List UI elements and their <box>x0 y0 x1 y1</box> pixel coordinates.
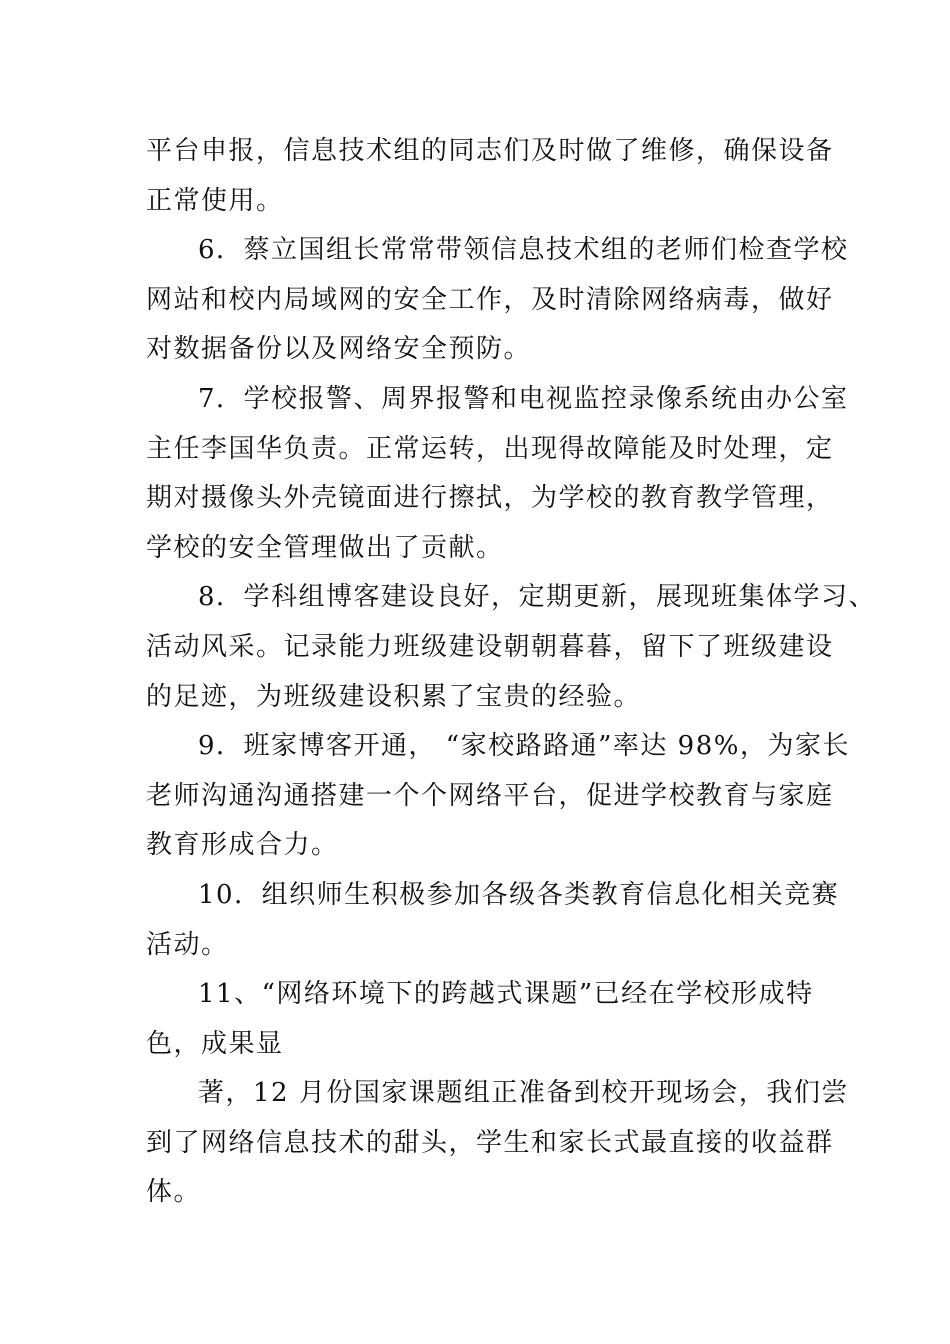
text-line: 活动。 <box>146 929 229 960</box>
paragraph-start-line: 11、“网络环境下的跨越式课题”已经在学校形成特 <box>198 979 814 1010</box>
text-line: 的足迹，为班级建设积累了宝贵的经验。 <box>146 681 642 712</box>
paragraph-start-line: 8．学科组博客建设良好，定期更新，展现班集体学习、 <box>198 582 877 613</box>
text-line: 活动风采。记录能力班级建设朝朝暮暮，留下了班级建设 <box>146 631 834 662</box>
paragraph-start-line: 10．组织师生积极参加各级各类教育信息化相关竞赛 <box>198 879 840 910</box>
text-line: 教育形成合力。 <box>146 830 339 861</box>
text-line: 老师沟通沟通搭建一个个网络平台，促进学校教育与家庭 <box>146 780 834 811</box>
text-line: 到了网络信息技术的甜头，学生和家长式最直接的收益群 <box>146 1127 834 1158</box>
text-line: 主任李国华负责。正常运转，出现得故障能及时处理，定 <box>146 433 834 464</box>
text-line: 网站和校内局域网的安全工作，及时清除网络病毒，做好 <box>146 284 834 315</box>
text-line: 期对摄像头外壳镜面进行擦拭，为学校的教育教学管理， <box>146 483 834 514</box>
paragraph-start-line: 9．班家博客开通， “家校路路通”率达 98%，为家长 <box>198 731 850 762</box>
paragraph-start-line: 6．蔡立国组长常常带领信息技术组的老师们检查学校 <box>198 235 849 266</box>
text-line: 体。 <box>146 1177 202 1208</box>
paragraph-start-line: 7．学校报警、周界报警和电视监控录像系统由办公室 <box>198 383 849 414</box>
text-line: 正常使用。 <box>146 185 284 216</box>
text-line: 学校的安全管理做出了贡献。 <box>146 532 504 563</box>
text-line: 色，成果显 <box>146 1028 284 1059</box>
text-line: 对数据备份以及网络安全预防。 <box>146 334 532 365</box>
text-line: 平台申报，信息技术组的同志们及时做了维修，确保设备 <box>146 136 834 166</box>
body-text <box>146 127 877 1218</box>
paragraph-start-line: 著，12 月份国家课题组正准备到校开现场会，我们尝 <box>198 1078 849 1109</box>
